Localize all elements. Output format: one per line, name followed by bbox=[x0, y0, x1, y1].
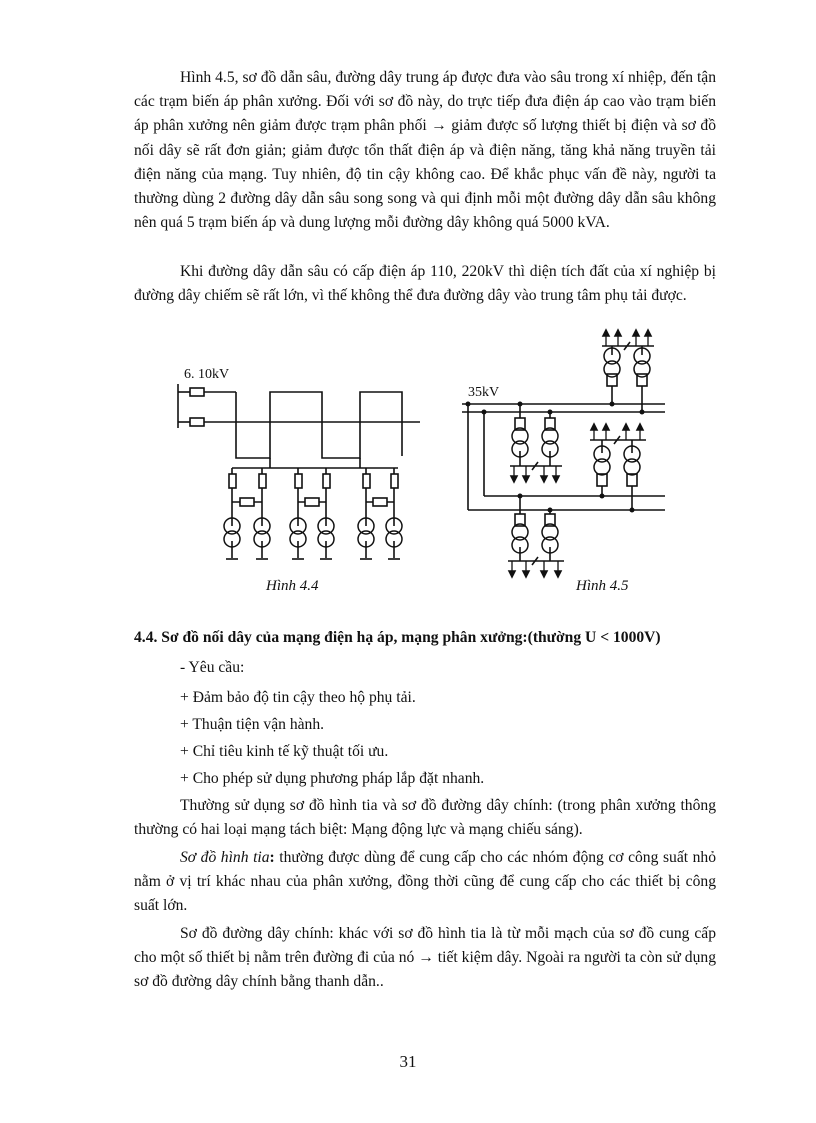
fig44-voltage-label: 6. 10kV bbox=[184, 367, 230, 382]
figure-4-5-diagram bbox=[462, 330, 665, 594]
requirement-item: + Đảm bảo độ tin cậy theo hộ phụ tải. bbox=[180, 689, 416, 706]
fig44-transformers bbox=[224, 518, 402, 559]
fig45-voltage-label: 35kV bbox=[468, 385, 500, 400]
requirement-item: + Chỉ tiêu kinh tế kỹ thuật tối ưu. bbox=[180, 743, 389, 760]
fig45-mid-substation bbox=[510, 402, 562, 483]
requirements-intro: - Yêu cầu: bbox=[180, 659, 245, 676]
fig44-feeder-branches bbox=[229, 468, 398, 526]
figure-4-5-caption: Hình 4.5 bbox=[576, 578, 629, 594]
paragraph-fig45-description: Hình 4.5, sơ đồ dẫn sâu, đường dây trung áp được đưa vào sâu trong xí nhiệp, đến tận các trạm biến áp phân xưởng. Đối với sơ đồ này, do trực tiếp đưa điện áp cao vào trạm biến áp phân xưởng nên giảm được trạm phân phối → giảm được số lượng thiết bị điện và sơ đồ nối dây sẽ rất đơn giản; giảm được tổn thất điện áp và điện năng, tăng khả năng truyền tải điện năng của mạng. Tuy nhiên, độ tin cậy không cao. Để khắc phục vấn đề này, người ta thường dùng 2 đường dây dẫn sâu song song và qui định mỗi một đường dây dẫn sâu không nên quá 5 trạm biến áp và dung lượng mỗi đường dây không quá 5000 kVA. bbox=[134, 69, 716, 232]
radial-scheme-text: thường được dùng để cung cấp cho các nhóm động cơ công suất nhỏ nằm ở vị trí khác nhau của phân xưởng, đồng thời cũng để cung cấp cho các thiết bị công suất lớn. bbox=[134, 849, 717, 915]
page-number: 31 bbox=[399, 1052, 417, 1071]
radial-scheme-term: Sơ đồ hình tia bbox=[180, 849, 270, 866]
section-heading: 4.4. Sơ đồ nối dây của mạng điện hạ áp, mạng phân xưởng:(thường U < 1000V) bbox=[134, 629, 661, 646]
fig45-right-substation bbox=[590, 424, 646, 513]
fig45-top-substation bbox=[602, 330, 654, 415]
paragraph-high-voltage-note: Khi đường dây dẫn sâu có cấp điện áp 110, 220kV thì diện tích đất của xí nghiệp bị đường dây chiếm sẽ rất lớn, vì thế không thể đưa đường dây vào trung tâm phụ tải được. bbox=[134, 263, 716, 305]
paragraph-schemes-intro: Thường sử dụng sơ đồ hình tia và sơ đồ đường dây chính: (trong phân xưởng thông thường có hai loại mạng tách biệt: Mạng động lực và mạng chiếu sáng). bbox=[134, 797, 716, 839]
paragraph-radial-scheme bbox=[134, 846, 716, 919]
requirement-item: + Thuận tiện vận hành. bbox=[180, 716, 325, 733]
figure-4-4-caption: Hình 4.4 bbox=[266, 578, 319, 594]
paragraph-main-line-scheme: Sơ đồ đường dây chính: khác với sơ đồ hình tia là từ mỗi mạch của sơ đồ cung cấp cho một số thiết bị nằm trên đường đi của nó → tiết kiệm dây. Ngoài ra người ta còn sử dụng sơ đồ đường dây chính bằng thanh dẫn.. bbox=[134, 925, 716, 991]
circuit-diagram-figure bbox=[170, 328, 670, 598]
radial-scheme-colon: : bbox=[269, 849, 275, 866]
fig45-bottom-substation bbox=[508, 494, 564, 578]
requirement-item: + Cho phép sử dụng phương pháp lắp đặt nhanh. bbox=[180, 770, 485, 787]
figure-4-4-diagram bbox=[178, 367, 420, 594]
